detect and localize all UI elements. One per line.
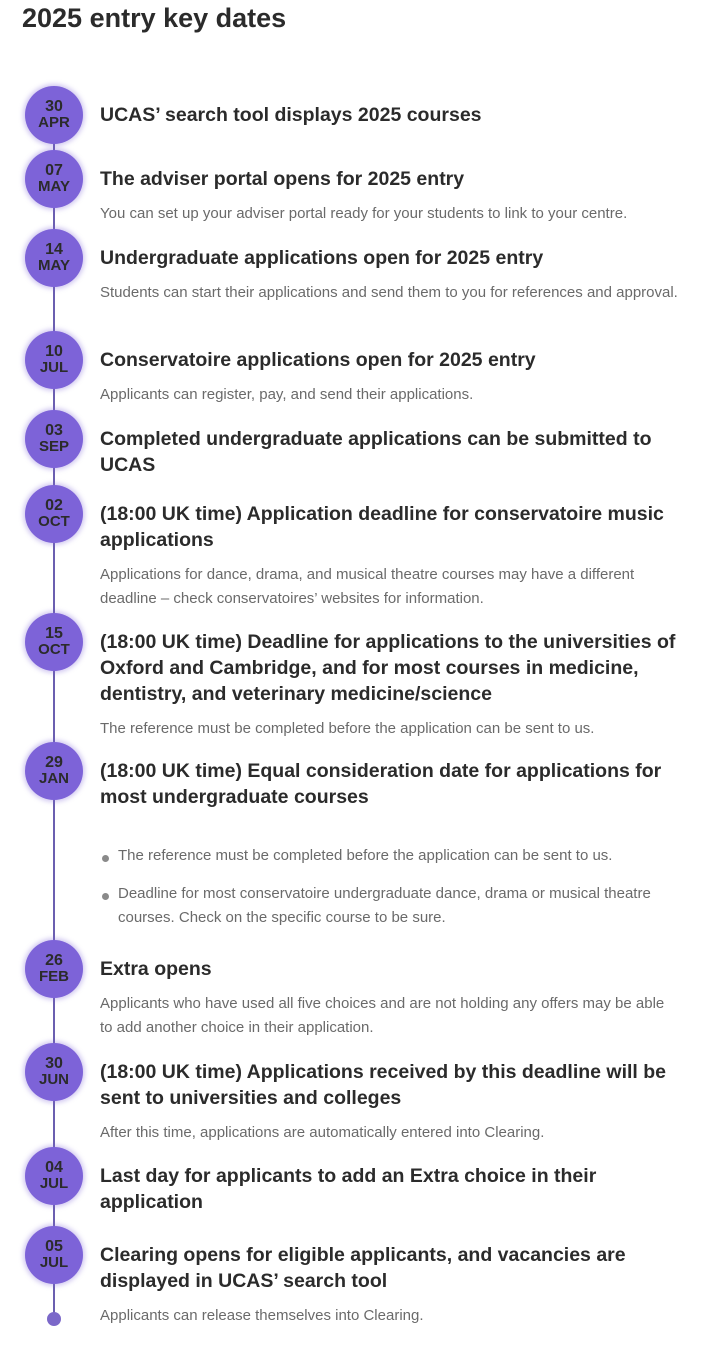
entry-description: Applicants who have used all five choices and are not holding any offers may be able to add another choice in their application.	[100, 995, 665, 1036]
list-item-text: Deadline for most conservatoire undergraduate dance, drama or musical theatre courses. Check on the specific course to be sure.	[118, 885, 651, 926]
date-day: 07	[45, 162, 63, 179]
entry-title: UCAS’ search tool displays 2025 courses	[100, 104, 482, 126]
date-badge	[25, 229, 83, 287]
list-item	[100, 882, 680, 930]
entry-title: Extra opens	[100, 958, 212, 980]
date-badge	[25, 1226, 83, 1284]
date-day: 05	[45, 1238, 63, 1255]
date-month: FEB	[39, 968, 69, 985]
entry-title: The adviser portal opens for 2025 entry	[100, 168, 465, 190]
date-month: OCT	[38, 641, 70, 658]
date-month: JUL	[39, 359, 69, 376]
date-badge	[25, 1147, 83, 1205]
date-month: JUN	[38, 1071, 69, 1088]
entry-title: Conservatoire applications open for 2025 entry	[100, 349, 536, 371]
date-badge	[25, 485, 83, 543]
date-day: 15	[45, 625, 63, 642]
page-title: 2025 entry key dates	[22, 3, 287, 33]
entry-title: Last day for applicants to add an Extra choice in their application	[100, 1165, 597, 1213]
date-day: 02	[45, 497, 63, 514]
date-day: 30	[45, 98, 63, 115]
entry-title: Undergraduate applications open for 2025 entry	[100, 247, 544, 269]
entry-title: (18:00 UK time) Equal consideration date for applications for most undergraduate courses	[100, 760, 662, 808]
date-day: 30	[45, 1055, 63, 1072]
entry-description: After this time, applications are automatically entered into Clearing.	[100, 1124, 545, 1141]
entry-description: You can set up your adviser portal ready for your students to link to your centre.	[100, 205, 628, 222]
entry-title: Completed undergraduate applications can be submitted to UCAS	[100, 428, 652, 476]
date-month: SEP	[38, 438, 69, 455]
entry-title: (18:00 UK time) Application deadline for conservatoire music applications	[100, 503, 664, 551]
date-day: 10	[45, 343, 63, 360]
timeline-line	[53, 110, 55, 1320]
date-day: 04	[45, 1159, 63, 1176]
date-badge	[25, 742, 83, 800]
date-month: JAN	[38, 770, 69, 787]
entry-description: Applications for dance, drama, and musical theatre courses may have a different deadline – check conservatoires’ websites for information.	[100, 566, 635, 607]
date-badge	[25, 410, 83, 468]
bullet-icon	[102, 855, 109, 862]
date-month: JUL	[39, 1175, 69, 1192]
date-month: MAY	[38, 257, 70, 274]
date-badge	[25, 940, 83, 998]
date-month: MAY	[38, 178, 70, 195]
date-day: 26	[45, 952, 63, 969]
entry-title: Clearing opens for eligible applicants, and vacancies are displayed in UCAS’ search tool	[100, 1244, 626, 1292]
entry-title: (18:00 UK time) Applications received by this deadline will be sent to universities and colleges	[100, 1061, 667, 1109]
date-badge	[25, 1043, 83, 1101]
entry-bullet-list	[100, 844, 680, 930]
entry-description: Applicants can release themselves into Clearing.	[100, 1307, 424, 1324]
list-item-text: The reference must be completed before the application can be sent to us.	[118, 847, 613, 864]
date-month: JUL	[39, 1254, 69, 1271]
date-month: OCT	[38, 513, 70, 530]
date-badge	[25, 331, 83, 389]
timeline-end-dot	[47, 1312, 61, 1326]
date-day: 03	[45, 422, 63, 439]
list-item	[100, 844, 680, 868]
date-month: APR	[38, 114, 70, 131]
entry-description: The reference must be completed before the application can be sent to us.	[100, 720, 595, 737]
bullet-icon	[102, 893, 109, 900]
date-day: 29	[45, 754, 63, 771]
entry-description: Students can start their applications and send them to you for references and approval.	[100, 284, 678, 301]
entry-description: Applicants can register, pay, and send their applications.	[100, 386, 474, 403]
date-day: 14	[45, 241, 63, 258]
date-badge	[25, 86, 83, 144]
date-badge	[25, 150, 83, 208]
date-badge	[25, 613, 83, 671]
entry-title: (18:00 UK time) Deadline for applications to the universities of Oxford and Cambridge, and for most courses in medicine, dentistry, and veterinary medicine/science	[100, 631, 676, 705]
